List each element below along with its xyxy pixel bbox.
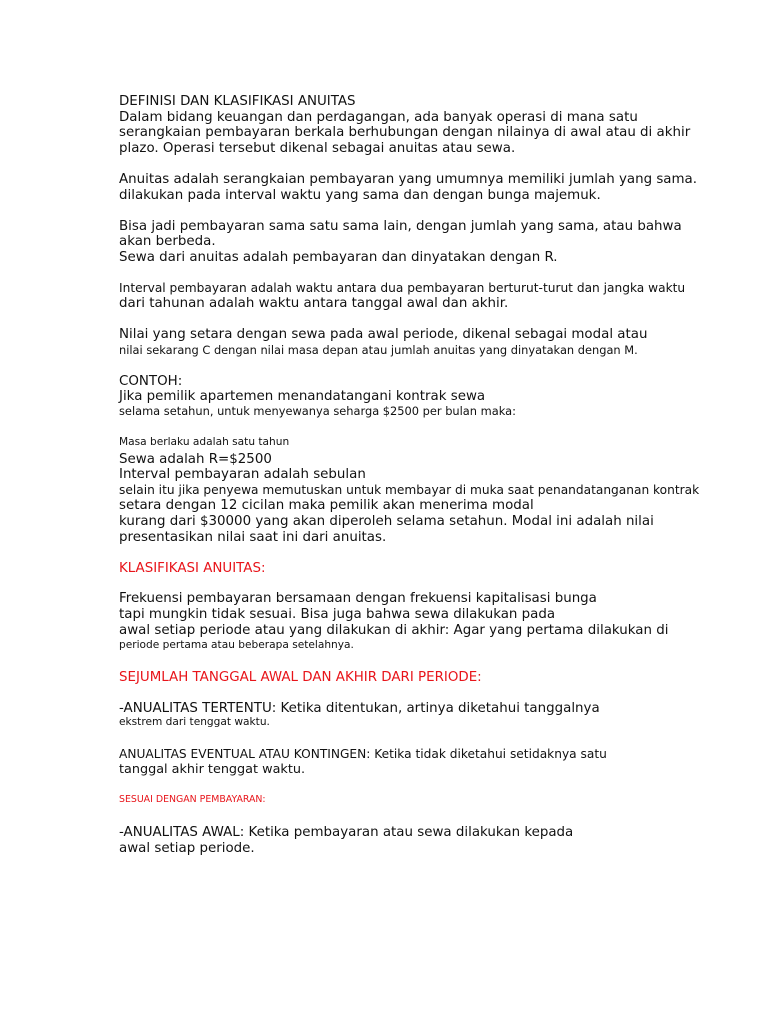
paragraph-line: Dalam bidang keuangan dan perdagangan, ada banyak operasi di mana satu bbox=[119, 110, 638, 125]
section-heading-klasifikasi: KLASIFIKASI ANUITAS: bbox=[119, 561, 266, 576]
paragraph-line: dilakukan pada interval waktu yang sama dan dengan bunga majemuk. bbox=[119, 188, 601, 203]
paragraph-line: Bisa jadi pembayaran sama satu sama lain, dengan jumlah yang sama, atau bahwa bbox=[119, 219, 682, 234]
paragraph-line: Masa berlaku adalah satu tahun bbox=[119, 436, 290, 448]
paragraph-line: -ANUALITAS AWAL: Ketika pembayaran atau sewa dilakukan kepada bbox=[119, 825, 574, 840]
section-heading-pembayaran: SESUAI DENGAN PEMBAYARAN: bbox=[119, 794, 266, 805]
paragraph-line: selama setahun, untuk menyewanya seharga $2500 per bulan maka: bbox=[119, 404, 516, 418]
paragraph-line: Frekuensi pembayaran bersamaan dengan frekuensi kapitalisasi bunga bbox=[119, 591, 597, 606]
paragraph-line: kurang dari $30000 yang akan diperoleh selama setahun. Modal ini adalah nilai bbox=[119, 514, 654, 529]
paragraph-line: tanggal akhir tenggat waktu. bbox=[119, 762, 306, 777]
paragraph-line: Jika pemilik apartemen menandatangani kontrak sewa bbox=[119, 389, 486, 404]
paragraph-line: plazo. Operasi tersebut dikenal sebagai anuitas atau sewa. bbox=[119, 141, 516, 156]
paragraph-line: Interval pembayaran adalah waktu antara dua pembayaran berturut-turut dan jangka waktu bbox=[119, 281, 686, 295]
paragraph-line: Interval pembayaran adalah sebulan bbox=[119, 467, 366, 482]
paragraph-line: -ANUALITAS TERTENTU: Ketika ditentukan, artinya diketahui tanggalnya bbox=[119, 701, 600, 716]
paragraph-line: periode pertama atau beberapa setelahnya. bbox=[119, 639, 354, 651]
paragraph-line: setara dengan 12 cicilan maka pemilik akan menerima modal bbox=[119, 498, 534, 513]
paragraph-line: ekstrem dari tenggat waktu. bbox=[119, 716, 270, 728]
paragraph-line: Sewa adalah R=$2500 bbox=[119, 452, 272, 467]
document-title: DEFINISI DAN KLASIFIKASI ANUITAS bbox=[119, 94, 356, 109]
paragraph-line: awal setiap periode. bbox=[119, 841, 255, 856]
paragraph-line: Sewa dari anuitas adalah pembayaran dan dinyatakan dengan R. bbox=[119, 250, 558, 265]
paragraph-line: serangkaian pembayaran berkala berhubungan dengan nilainya di awal atau di akhir bbox=[119, 125, 691, 140]
section-heading-tanggal: SEJUMLAH TANGGAL AWAL DAN AKHIR DARI PERIODE: bbox=[119, 670, 482, 685]
paragraph-line: nilai sekarang C dengan nilai masa depan atau jumlah anuitas yang dinyatakan dengan M. bbox=[119, 343, 638, 357]
paragraph-line: awal setiap periode atau yang dilakukan di akhir: Agar yang pertama dilakukan di bbox=[119, 623, 669, 638]
paragraph-line: Anuitas adalah serangkaian pembayaran yang umumnya memiliki jumlah yang sama. bbox=[119, 172, 698, 187]
paragraph-line: dari tahunan adalah waktu antara tanggal awal dan akhir. bbox=[119, 296, 509, 311]
paragraph-line: presentasikan nilai saat ini dari anuitas. bbox=[119, 530, 387, 545]
paragraph-line: tapi mungkin tidak sesuai. Bisa juga bahwa sewa dilakukan pada bbox=[119, 607, 556, 622]
paragraph-line: selain itu jika penyewa memutuskan untuk membayar di muka saat penandatanganan kontrak bbox=[119, 483, 700, 497]
paragraph-line: akan berbeda. bbox=[119, 234, 216, 249]
paragraph-line: ANUALITAS EVENTUAL ATAU KONTINGEN: Ketika tidak diketahui setidaknya satu bbox=[119, 747, 607, 761]
example-heading: CONTOH: bbox=[119, 374, 183, 389]
paragraph-line: Nilai yang setara dengan sewa pada awal periode, dikenal sebagai modal atau bbox=[119, 327, 648, 342]
